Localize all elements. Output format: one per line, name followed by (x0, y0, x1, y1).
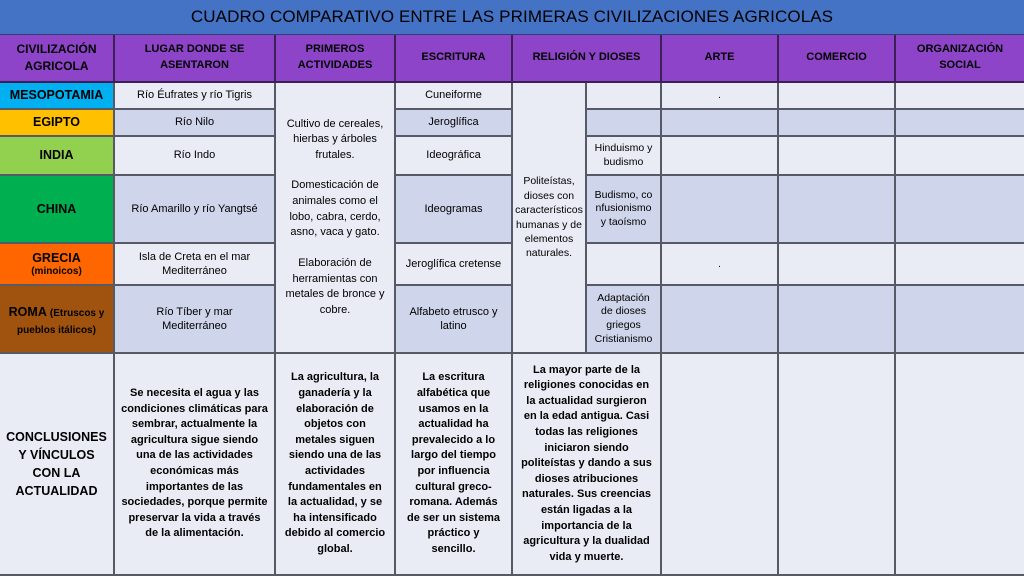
escritura-grecia: Jeroglífica cretense (396, 244, 513, 286)
arte-india (662, 137, 779, 176)
arte-mesopotamia: . (662, 83, 779, 110)
conclusiones-lugar: Se necesita el agua y las condiciones climáticas para sembrar, actualmente la agricultura sigue siendo una de las actividades económicas más importantes de las sociedades, porque permite preservar la vida a través de la alimentación. (115, 354, 276, 576)
arte-china (662, 176, 779, 244)
religion-comun: Politeístas, dioses con característicos humanas y de elementos naturales. (513, 83, 587, 354)
lugar-egipto: Río Nilo (115, 110, 276, 137)
civ-roma-name: ROMA (8, 305, 47, 319)
conclusiones-actividades: La agricultura, la ganadería y la elaboración de objetos con metales siguen siendo una de las actividades fundamentales en la actualidad, y se ha intensificado debido al comercio global. (276, 354, 396, 576)
comercio-mesopotamia (779, 83, 896, 110)
civ-roma (0, 286, 115, 354)
arte-roma (662, 286, 779, 354)
comercio-roma (779, 286, 896, 354)
arte-grecia: . (662, 244, 779, 286)
header-comercio: COMERCIO (779, 35, 896, 83)
conclusiones-arte (662, 354, 779, 576)
escritura-roma: Alfabeto etrusco y latino (396, 286, 513, 354)
religion-grecia (587, 244, 662, 286)
civ-grecia-name: GRECIA (32, 250, 81, 265)
header-religion: RELIGIÓN Y DIOSES (513, 35, 662, 83)
header-civilizacion: CIVILIZACIÓN AGRICOLA (0, 35, 115, 83)
religion-china: Budismo, confusionismo y taoísmo (587, 176, 662, 244)
escritura-mesopotamia: Cuneiforme (396, 83, 513, 110)
civ-egipto: EGIPTO (0, 110, 115, 137)
table-title: CUADRO COMPARATIVO ENTRE LAS PRIMERAS CIVILIZACIONES AGRICOLAS (0, 0, 1024, 35)
header-lugar: LUGAR DONDE SE ASENTARON (115, 35, 276, 83)
organizacion-egipto (896, 110, 1024, 137)
actividades-comunes (276, 83, 396, 354)
comercio-egipto (779, 110, 896, 137)
arte-egipto (662, 110, 779, 137)
organizacion-grecia (896, 244, 1024, 286)
actividades-p1: Cultivo de cereales, hierbas y árboles frutales. (286, 117, 384, 161)
civ-india: INDIA (0, 137, 115, 176)
religion-egipto (587, 110, 662, 137)
lugar-grecia: Isla de Creta en el mar Mediterráneo (115, 244, 276, 286)
conclusiones-comercio (779, 354, 896, 576)
comercio-china (779, 176, 896, 244)
organizacion-mesopotamia (896, 83, 1024, 110)
actividades-p3: Elaboración de herramientas con metales de bronce y cobre. (285, 256, 385, 316)
conclusiones-religion: La mayor parte de la religiones conocidas en la actualidad surgieron en la edad antigua. Casi todas las religiones iniciaron siendo politeístas y dando a sus dioses atribuciones naturales. Sus creencias están ligadas a la importancia de la agricultura y la dualidad vida y muerte. (513, 354, 662, 576)
civ-roma-sub: (Etruscos y pueblos itálicos) (17, 308, 105, 336)
civ-grecia (0, 244, 115, 286)
conclusiones-escritura: La escritura alfabética que usamos en la actualidad ha prevalecido a lo largo del tiempo por influencia cultural greco-romana. Además de ser un sistema práctico y sencillo. (396, 354, 513, 576)
civ-grecia-sub: (minoicos) (31, 265, 82, 277)
organizacion-china (896, 176, 1024, 244)
header-organizacion: ORGANIZACIÓN SOCIAL (896, 35, 1024, 83)
header-arte: ARTE (662, 35, 779, 83)
comercio-india (779, 137, 896, 176)
lugar-mesopotamia: Río Éufrates y río Tigris (115, 83, 276, 110)
escritura-india: Ideográfica (396, 137, 513, 176)
lugar-roma: Río Tíber y mar Mediterráneo (115, 286, 276, 354)
comercio-grecia (779, 244, 896, 286)
escritura-china: Ideogramas (396, 176, 513, 244)
civ-mesopotamia: MESOPOTAMIA (0, 83, 115, 110)
actividades-p2: Domesticación de animales como el lobo, cabra, cerdo, asno, vaca y gato. (289, 179, 381, 239)
header-actividades: PRIMEROS ACTIVIDADES (276, 35, 396, 83)
header-escritura: ESCRITURA (396, 35, 513, 83)
religion-roma: Adaptación de dioses griegos Cristianismo (587, 286, 662, 354)
conclusiones-organizacion (896, 354, 1024, 576)
lugar-india: Río Indo (115, 137, 276, 176)
organizacion-india (896, 137, 1024, 176)
escritura-egipto: Jeroglífica (396, 110, 513, 137)
civ-china: CHINA (0, 176, 115, 244)
religion-india: Hinduismo y budismo (587, 137, 662, 176)
lugar-china: Río Amarillo y río Yangtsé (115, 176, 276, 244)
conclusiones-label: CONCLUSIONES Y VÍNCULOS CON LA ACTUALIDAD (0, 354, 115, 576)
organizacion-roma (896, 286, 1024, 354)
religion-mesopotamia (587, 83, 662, 110)
